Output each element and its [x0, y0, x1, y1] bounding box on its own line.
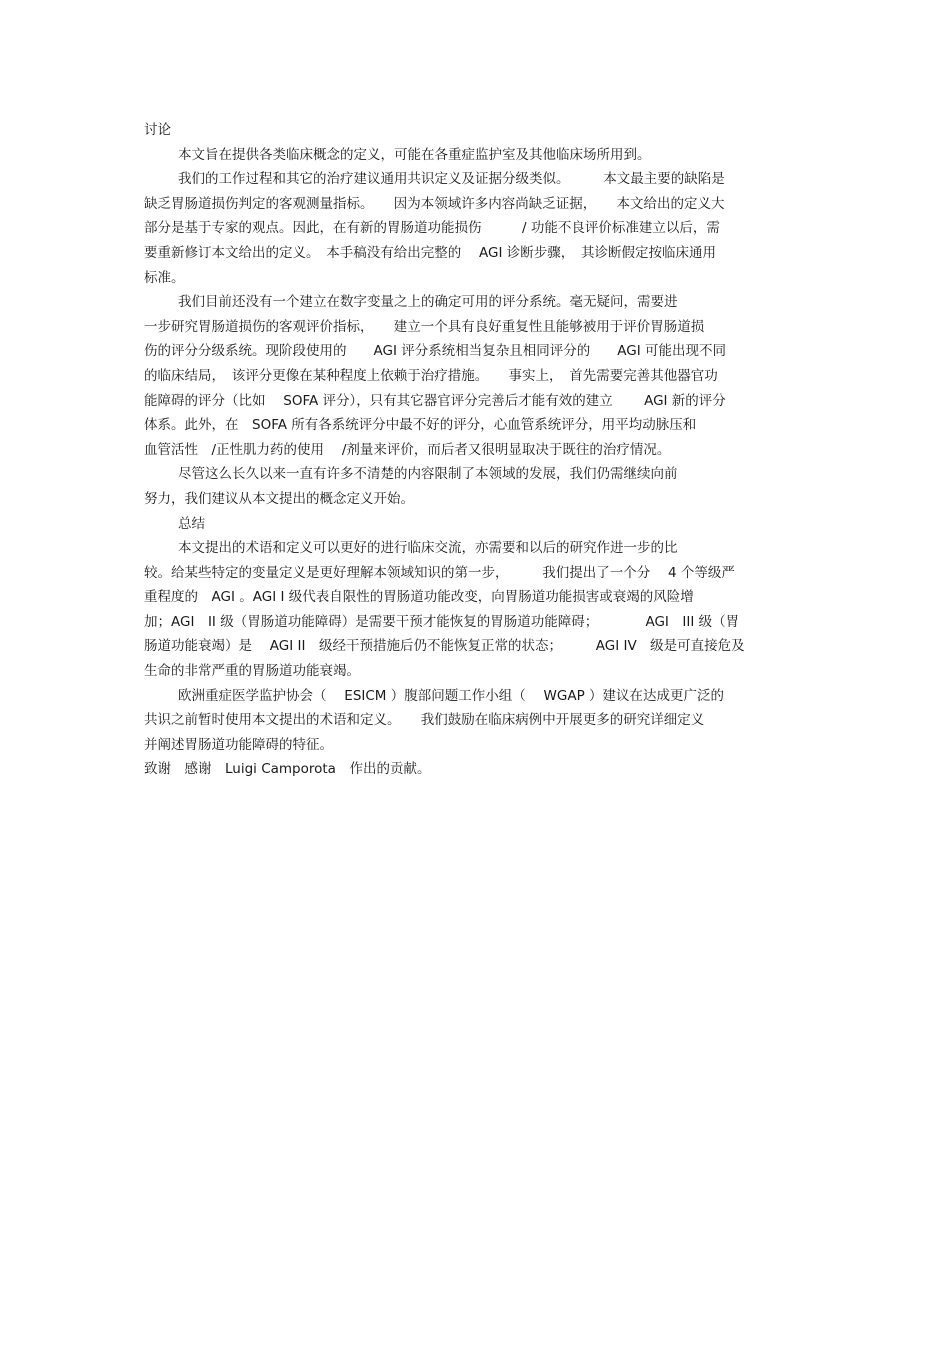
- paragraph-line: 努力，我们建议从本文提出的概念定义开始。: [144, 490, 414, 507]
- paragraph-line: 我们目前还没有一个建立在数字变量之上的确定可用的评分系统。毫无疑问，需要进: [178, 294, 678, 311]
- paragraph-line: 欧洲重症医学监护协会（ ESICM ）腹部问题工作小组（ WGAP ）建议在达成更广泛的: [178, 687, 725, 704]
- paragraph-line: 缺乏胃肠道损伤判定的客观测量指标。 因为本领域许多内容尚缺乏证据， 本文给出的定义大: [144, 195, 725, 212]
- paragraph-line: 并阐述胃肠道功能障碍的特征。: [144, 736, 333, 753]
- paragraph-line: 要重新修订本文给出的定义。 本手稿没有给出完整的 AGI 诊断步骤， 其诊断假定按临床通用: [144, 244, 717, 261]
- document-body: [144, 118, 804, 782]
- heading-summary: 总结: [178, 515, 205, 532]
- paragraph-line: 我们的工作过程和其它的治疗建议通用共识定义及证据分级类似。 本文最主要的缺陷是: [178, 171, 725, 188]
- paragraph-line: 尽管这么长久以来一直有许多不清楚的内容限制了本领域的发展，我们仍需继续向前: [178, 466, 678, 483]
- paragraph-line: 加；AGI II 级（胃肠道功能障碍）是需要干预才能恢复的胃肠道功能障碍； AGI III 级（胃: [144, 613, 740, 630]
- paragraph-line: 较。给某些特定的变量定义是更好理解本领域知识的第一步， 我们提出了一个分 4 个等级严: [144, 564, 735, 581]
- paragraph-line: 本文提出的术语和定义可以更好的进行临床交流，亦需要和以后的研究作进一步的比: [178, 540, 678, 557]
- paragraph-line: 一步研究胃肠道损伤的客观评价指标， 建立一个具有良好重复性且能够被用于评价胃肠道损: [144, 318, 705, 335]
- paragraph-line: 共识之前暂时使用本文提出的术语和定义。 我们鼓励在临床病例中开展更多的研究详细定义: [144, 712, 705, 729]
- paragraph-line: 标准。: [144, 269, 185, 286]
- paragraph-line: 重程度的 AGI 。AGI I 级代表自限性的胃肠道功能改变，向胃肠道功能损害或衰竭的风险增: [144, 589, 694, 606]
- heading-discussion: 讨论: [144, 122, 171, 138]
- paragraph-line: 的临床结局， 该评分更像在某种程度上依赖于治疗措施。 事实上， 首先需要完善其他器官功: [144, 367, 718, 384]
- paragraph-line: 能障碍的评分（比如 SOFA 评分），只有其它器官评分完善后才能有效的建立 AGI 新的评分: [144, 392, 726, 409]
- paragraph-line: 生命的非常严重的胃肠道功能衰竭。: [144, 663, 360, 680]
- paragraph-line: 部分是基于专家的观点。因此，在有新的胃肠道功能损伤 / 功能不良评价标准建立以后，需: [144, 220, 720, 237]
- paragraph-line: 血管活性 /正性肌力药的使用 /剂量来评价，而后者又很明显取决于既往的治疗情况。: [144, 441, 671, 458]
- paragraph-line: 肠道功能衰竭）是 AGI II 级经干预措施后仍不能恢复正常的状态； AGI IV 级是可直接危及: [144, 638, 745, 655]
- paragraph-line: 伤的评分分级系统。现阶段使用的 AGI 评分系统相当复杂且相同评分的 AGI 可能出现不同: [144, 343, 726, 360]
- paragraph-line: 本文旨在提供各类临床概念的定义，可能在各重症监护室及其他临床场所用到。: [178, 146, 651, 163]
- acknowledgement-line: 致谢 感谢 Luigi Camporota 作出的贡献。: [144, 761, 431, 778]
- paragraph-line: 体系。此外，在 SOFA 所有各系统评分中最不好的评分，心血管系统评分，用平均动脉压和: [144, 417, 697, 434]
